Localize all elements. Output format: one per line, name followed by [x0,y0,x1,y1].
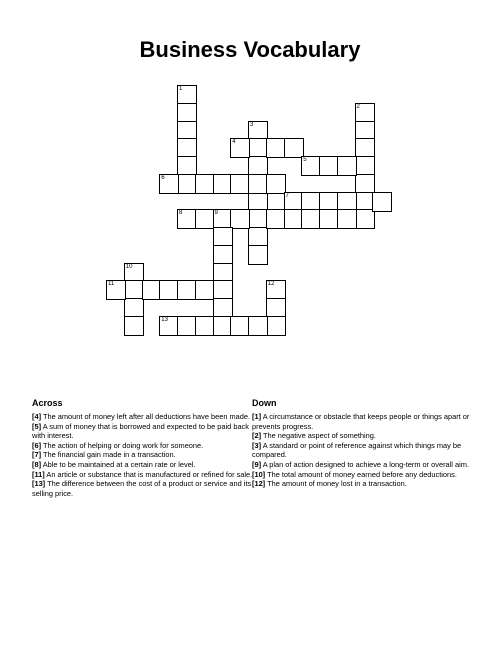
clue-number: 1 [179,86,183,92]
clue-number: 11 [108,281,115,288]
clue-item [32,412,257,422]
clue-number: 5 [303,157,307,163]
clue-item-number: [3] [252,440,262,450]
clue-item [252,479,477,489]
grid-cell[interactable] [230,209,250,229]
clue-item [32,422,257,441]
clue-item-number: [4] [32,412,42,421]
clue-item [32,479,257,498]
across-clue-list [32,412,257,498]
clue-item [252,441,477,460]
clue-item-text: An article or substance that is manufactured or refined for sale. [46,469,253,479]
clue-number: 12 [267,281,275,288]
clue-item-number: [6] [32,440,42,450]
clue-item [32,470,257,480]
across-heading: Across [32,398,63,408]
clue-item-text: Able to be maintained at a certain rate or level. [42,459,196,469]
down-clues [252,398,477,489]
clue-item-number: [1] [252,412,262,421]
clue-item-number: [10] [252,469,266,479]
clue-item-number: [12] [252,479,266,489]
clue-number: 8 [179,210,183,217]
grid-cell[interactable] [106,280,126,300]
clue-item-text: The amount of money left after all deductions have been made. [42,412,251,421]
grid-cell[interactable] [230,138,250,158]
clue-item-number: [11] [32,469,45,479]
clue-item [32,441,257,451]
clue-number: 2 [356,103,360,110]
clue-number: 10 [125,263,133,270]
clue-item-text: The financial gain made in a transaction. [42,450,176,460]
clue-item [252,460,477,470]
grid-cell[interactable] [266,316,286,336]
down-clue-list [252,412,477,489]
clue-item-text: The amount of money lost in a transaction. [267,479,407,489]
grid-cell[interactable] [159,174,179,194]
clue-item-number: [7] [32,450,42,460]
clue-item-text: A standard or point of reference against which things may be compared. [252,440,462,460]
page-title: Business Vocabulary [139,37,361,62]
clue-number: 3 [250,121,254,128]
clue-item-number: [2] [252,431,262,441]
clue-item-number: [9] [252,459,262,469]
down-heading: Down [252,398,277,408]
clue-item-text: The difference between the cost of a product or service and its selling price. [32,479,252,498]
clue-item [252,412,477,431]
clue-number: 6 [161,174,165,181]
across-clues [32,398,257,498]
clue-item-text: A plan of action designed to achieve a long-term or overall aim. [262,459,469,469]
grid-cell[interactable] [355,209,375,229]
clue-item-text: The total amount of money earned before any deductions. [267,469,457,479]
clue-item-number: [13] [32,479,46,489]
clue-number: 7 [285,192,289,199]
clue-number: 13 [161,316,168,323]
clue-item [252,431,477,441]
grid-cell[interactable] [248,245,268,265]
grid-cell[interactable] [337,156,357,176]
clue-item-number: [5] [32,421,42,431]
clue-item-text: A sum of money that is borrowed and expected to be paid back with interest. [32,421,249,441]
clue-item-text: The action of helping or doing work for someone. [42,440,204,450]
clue-number: 4 [232,139,236,146]
clue-item-number: [8] [32,459,42,469]
clue-item [32,460,257,470]
clue-item-text: The negative aspect of something. [262,431,376,441]
grid-cell[interactable] [248,316,268,336]
clue-item [32,450,257,460]
clue-item-text: A circumstance or obstacle that keeps people or things apart or prevents progress. [252,412,470,431]
grid-cell[interactable] [124,316,144,336]
clue-item [252,470,477,480]
grid-cell[interactable] [372,192,392,212]
clue-number: 9 [214,210,218,217]
grid-cell[interactable] [337,209,357,229]
